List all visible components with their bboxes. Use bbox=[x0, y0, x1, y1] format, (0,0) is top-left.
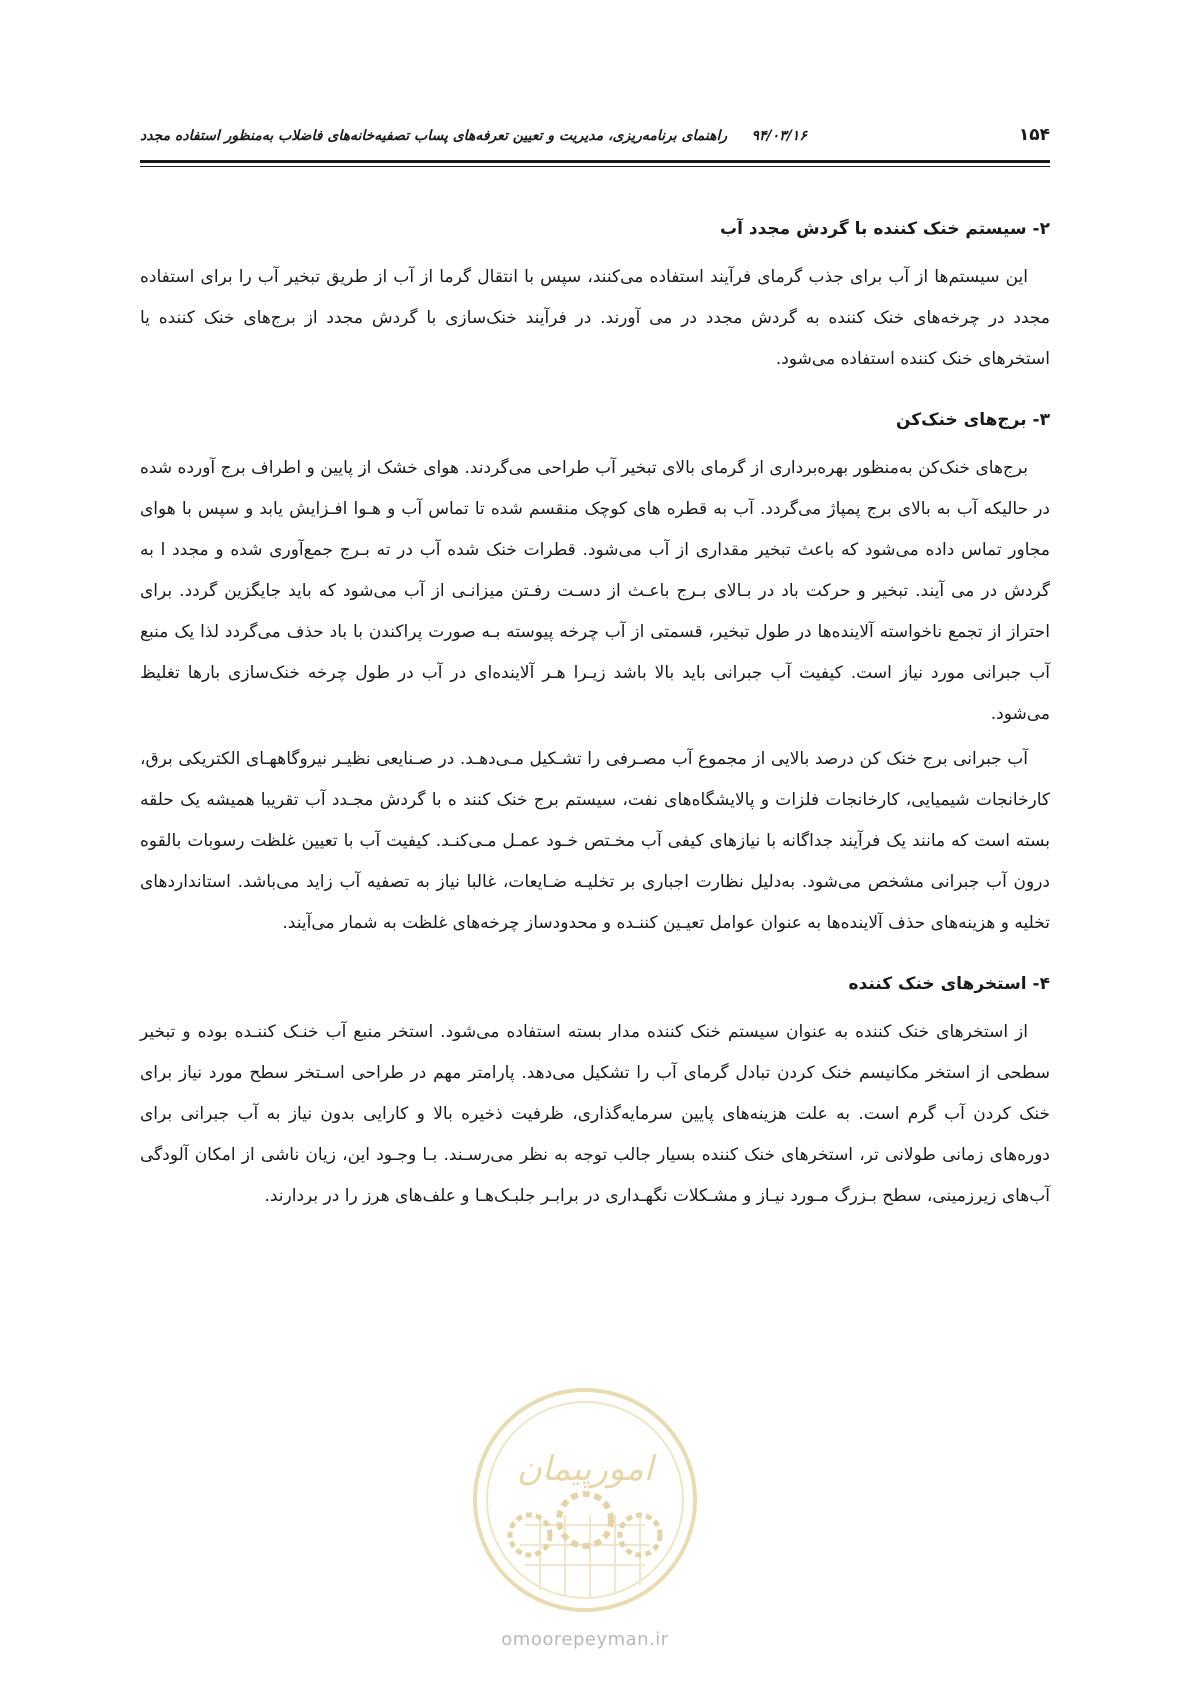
code-text: ۹۴/۰۳/۱۶ bbox=[751, 128, 807, 144]
paragraph: این سیستم‌ها از آب برای جذب گرمای فرآیند استفاده می‌کنند، سپس با انتقال گرما از آب از طریق تبخیر آب را برای استفاده مجدد در چرخه‌های خنک کننده به گردش مجدد در می آورند. در فرآیند خنک‌سازی با گردش مجدد از برج‌های خنک کننده یا استخرهای خنک کننده استفاده می‌شود. bbox=[140, 267, 1050, 369]
guide-title: راهنمای برنامه‌ریزی، مدیریت و تعیین تعرفه‌های پساب تصفیه‌خانه‌های فاضلاب به‌منظور استفاده مجدد bbox=[140, 128, 728, 144]
header-rule bbox=[140, 160, 1050, 167]
section-heading: ۲- سیستم خنک کننده با گردش مجدد آب bbox=[720, 219, 1050, 239]
paragraph: آب جبرانی برج خنک کن درصد بالایی از مجموع آب مصـرفی را تشـکیل مـی‌دهـد. در صـنایعی نظیـر نیروگاههـای الکتریکی برق، کارخانجات شیمیایی، کارخانجات فلزات و پالایشگاه‌های نفت، سیستم برج خنک کنند ه با گردش مجـدد آب تقریبا همیشه یک حلقه بسته است که مانند یک فرآیند جداگانه با نیازهای کیفی آب مخـتص خـود عمـل مـی‌کنـد. کیفیت آب با تعیین غلظت رسوبات بالقوه درون آب جبرانی مشخص می‌شود. به‌دلیل نظارت اجباری بر تخلیـه ضـایعات، غالبا نیاز به تصفیه آب زاید می‌باشد. استانداردهای تخلیه و هزینه‌های حذف آلاینده‌ها به عنوان عوامل تعیـین کننـده و محدودساز چرخه‌های غلظت به شمار می‌آیند. bbox=[140, 749, 1050, 933]
watermark-site: omoorepeyman.ir bbox=[501, 1629, 669, 1650]
section-cooling-towers bbox=[140, 406, 1050, 944]
seal-logo-icon bbox=[470, 1385, 700, 1615]
section-recirculating-cooling bbox=[140, 215, 1050, 380]
running-title bbox=[140, 128, 807, 144]
paragraph: برج‌های خنک‌کن به‌منظور بهره‌برداری از گرمای بالای تبخیر آب طراحی می‌گردند. هوای خشک از پایین و اطراف برج آورده شده در حالیکه آب به بالای برج پمپاژ می‌گردد. آب به قطره های کوچک منقسم شده تا تماس آب و هـوا افـزایش یابد و سپس با هوای مجاور تماس داده می‌شود که باعث تبخیر مقداری از آب می‌شود. قطرات خنک شده آب در ته بـرج جمع‌آوری شده و مجدد ا به گردش در می آیند. تبخیر و حرکت باد در بـالای بـرج باعـث از دسـت رفـتن میزانـی از آب می‌شود که باید جایگزین گردد. برای احتراز از تجمع ناخواسته آلاینده‌ها در طول تبخیر، قسمتی از آب چرخه پیوسته بـه صورت پراکندن با باد حذف می‌گردد لذا یک منبع آب جبرانی مورد نیاز است. کیفیت آب جبرانی باید بالا باشد زیـرا هـر آلاینده‌ای در آب در طول چرخه خنک‌سازی بارها تغلیظ می‌شود. bbox=[140, 458, 1050, 724]
page-number: ۱۵۴ bbox=[1018, 125, 1050, 145]
section-cooling-ponds bbox=[140, 970, 1050, 1217]
paragraph: از استخرهای خنک کننده به عنوان سیستم خنک کننده مدار بسته استفاده می‌شود. استخر منبع آب خنـک کننـده بوده و تبخیر سطحی از استخر مکانیسم خنک کردن تبادل گرمای آب را تشکیل می‌دهد. پارامتر مهم در طراحی اسـتخر سطح مورد نیاز برای خنک کردن آب گرم است. به علت هزینه‌های پایین سرمایه‌گذاری، ظرفیت ذخیره بالا و کارایی بدون نیاز به آب جبرانی برای دوره‌های زمانی طولانی تر، استخرهای خنک کننده بسیار جالب توجه به نظر می‌رسـند. بـا وجـود این، زیان ناشی از امکان آلودگی آب‌های زیرزمینی، سطح بـزرگ مـورد نیـاز و مشـکلات نگهـداری در برابـر جلبـک‌هـا و علف‌های هرز را در بردارند. bbox=[140, 1022, 1050, 1206]
document-body bbox=[140, 215, 1050, 1243]
section-heading: ۴- استخرهای خنک کننده bbox=[848, 974, 1050, 994]
page-header bbox=[140, 125, 1050, 145]
section-heading: ۳- برج‌های خنک‌کن bbox=[895, 410, 1050, 430]
seal-text: امورپیمان bbox=[516, 1449, 654, 1489]
watermark bbox=[455, 1385, 715, 1665]
